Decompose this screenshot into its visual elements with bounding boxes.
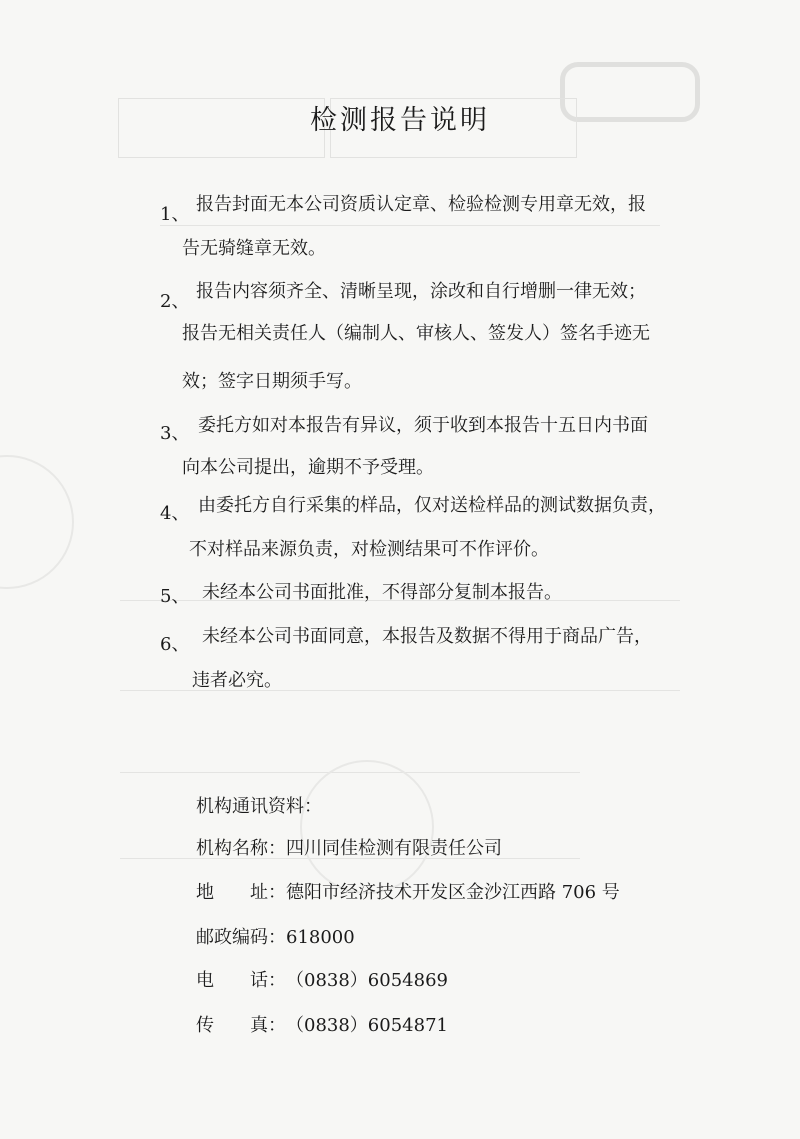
contact-name-label: 机构名称： <box>196 838 286 859</box>
contact-postcode-label: 邮政编码： <box>196 927 286 948</box>
contact-phone-value: （0838）6054869 <box>286 970 448 991</box>
item-line: 报告内容须齐全、清晰呈现，涂改和自行增删一律无效； <box>196 281 646 302</box>
contact-phone-label: 电 话： <box>196 970 286 991</box>
item-line: 未经本公司书面批准，不得部分复制本报告。 <box>202 582 562 603</box>
item-line: 向本公司提出，逾期不予受理。 <box>182 457 434 478</box>
ghost-stamp-circle <box>0 455 74 589</box>
contact-address-row <box>196 878 620 904</box>
ghost-stamp-circle <box>300 760 434 894</box>
contact-fax-label: 传 真： <box>196 1015 286 1036</box>
item-line: 告无骑缝章无效。 <box>182 238 326 259</box>
contact-postcode-row <box>196 923 355 949</box>
contact-postcode-value: 618000 <box>286 927 355 948</box>
contact-phone-row <box>196 966 448 992</box>
item-number: 6、 <box>160 634 190 655</box>
contact-address-label: 地 址： <box>196 882 286 903</box>
item-line: 由委托方自行采集的样品，仅对送检样品的测试数据负责， <box>198 495 666 516</box>
item-line: 报告封面无本公司资质认定章、检验检测专用章无效，报 <box>196 194 646 215</box>
item-number: 2、 <box>160 291 190 312</box>
contact-name-row <box>196 834 502 860</box>
item-line: 效；签字日期须手写。 <box>182 371 362 392</box>
contact-heading: 机构通讯资料： <box>196 796 322 817</box>
contact-fax-value: （0838）6054871 <box>286 1015 448 1036</box>
item-number: 4、 <box>160 503 190 524</box>
page-title: 检测报告说明 <box>310 105 490 136</box>
contact-name-value: 四川同佳检测有限责任公司 <box>286 838 502 859</box>
item-number: 5、 <box>160 586 190 607</box>
item-line: 未经本公司书面同意，本报告及数据不得用于商品广告， <box>202 626 652 647</box>
item-number: 3、 <box>160 423 190 444</box>
contact-fax-row <box>196 1011 448 1037</box>
item-line: 报告无相关责任人（编制人、审核人、签发人）签名手迹无 <box>182 323 650 344</box>
item-line: 委托方如对本报告有异议，须于收到本报告十五日内书面 <box>198 415 648 436</box>
item-line: 违者必究。 <box>192 670 282 691</box>
contact-address-value: 德阳市经济技术开发区金沙江西路 706 号 <box>286 882 620 903</box>
item-line: 不对样品来源负责，对检测结果可不作评价。 <box>189 539 549 560</box>
item-number: 1、 <box>160 204 190 225</box>
ghost-line <box>160 225 660 226</box>
